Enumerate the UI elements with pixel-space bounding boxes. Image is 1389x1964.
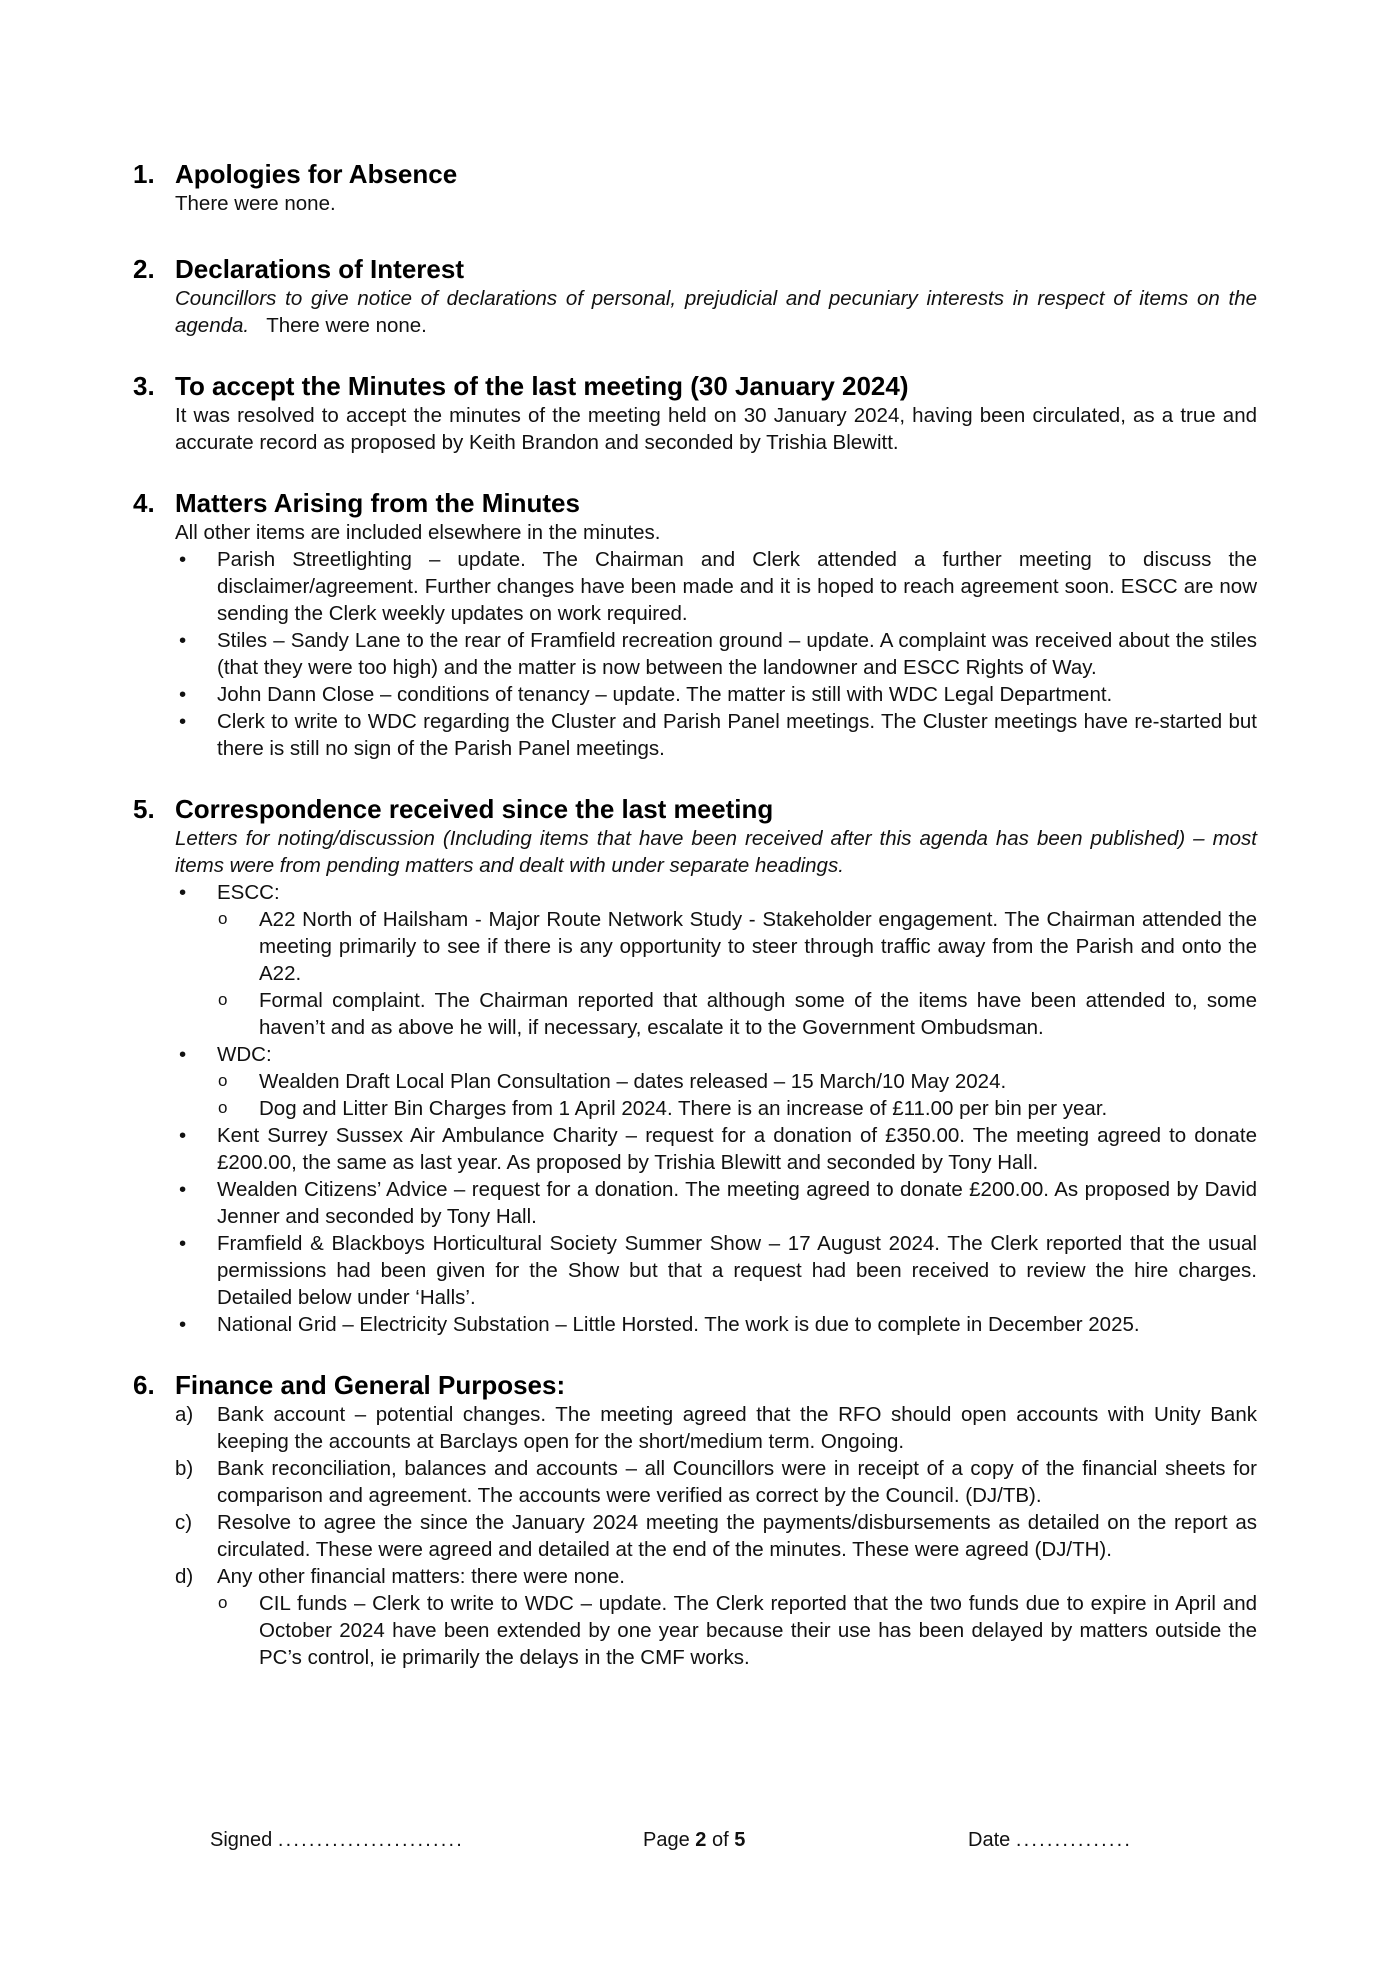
section-body [175,402,1257,456]
section-title: Declarations of Interest [175,254,464,284]
section-correspondence [133,793,1257,1338]
bullet-icon: • [179,881,187,904]
item-label: c) [175,1511,193,1534]
section-body [175,190,1257,217]
section-heading [133,487,1257,519]
list-item [175,627,1257,681]
circle-bullet-icon: o [218,1098,228,1117]
sub-list [175,906,1257,1041]
circle-bullet-icon: o [218,990,228,1009]
minutes-content [133,158,1257,1671]
page-prefix: Page [643,1829,690,1851]
item-label: b) [175,1457,194,1480]
sub-list-item [175,1068,1257,1095]
correspondence-list [175,879,1257,1338]
section-accept-minutes [133,370,1257,456]
sub-list-item-text: Formal complaint. The Chairman reported that although some of the items have been attended to, some haven’t and as above he will, if necessary, escalate it to the Government Ombudsman. [259,989,1257,1039]
section-heading [133,158,1257,190]
section-title: Apologies for Absence [175,159,458,189]
section-body [175,1401,1257,1671]
list-item [175,879,1257,1041]
sub-list-item [175,1095,1257,1122]
item-label: a) [175,1403,194,1426]
list-item [175,1176,1257,1230]
bullet-icon: • [179,710,187,733]
date-field [968,1828,1132,1852]
list-item-text: Stiles – Sandy Lane to the rear of Framfield recreation ground – update. A complaint was received about the stiles (that they were too high) and the matter is now between the landowner and ESCC Rights of Way. [217,629,1257,679]
list-item-text: Wealden Citizens’ Advice – request for a donation. The meeting agreed to donate £200.00. As proposed by David Jenner and seconded by Tony Hall. [217,1178,1257,1228]
intro-text: All other items are included elsewhere in the minutes. [175,521,661,544]
section-body [175,825,1257,1338]
list-item-text: John Dann Close – conditions of tenancy – update. The matter is still with WDC Legal Department. [217,683,1113,706]
body-italic-text: Councillors to give notice of declarations of personal, prejudicial and pecuniary interests in respect of items on the agenda. [175,287,1257,337]
bullet-icon: • [179,629,187,652]
section-body [175,519,1257,762]
section-number: 4. [133,488,155,518]
bullet-icon: • [179,1043,187,1066]
section-body [175,285,1257,339]
bullet-icon: • [179,1313,187,1336]
list-item-text: ESCC: [217,881,280,904]
list-item-text: Bank account – potential changes. The meeting agreed that the RFO should open accounts with Unity Bank keeping the accounts at Barclays open for the short/medium term. Ongoing. [217,1403,1257,1453]
list-item-text: National Grid – Electricity Substation – Little Horsted. The work is due to complete in December 2025. [217,1313,1140,1336]
section-number: 5. [133,794,155,824]
sub-list-item-text: Dog and Litter Bin Charges from 1 April 2024. There is an increase of £11.00 per bin per year. [259,1097,1108,1120]
section-number: 2. [133,254,155,284]
list-item [175,1311,1257,1338]
list-item [175,546,1257,627]
signed-label: Signed [210,1829,273,1851]
list-item-text: Framfield & Blackboys Horticultural Society Summer Show – 17 August 2024. The Clerk reported that the usual permissions had been given for the Show but that a request had been received to review the hire charges. Detailed below under ‘Halls’. [217,1232,1257,1309]
list-item-text: Kent Surrey Sussex Air Ambulance Charity – request for a donation of £350.00. The meeting agreed to donate £200.00, the same as last year. As proposed by Trishia Blewitt and seconded by Tony Hall. [217,1124,1257,1174]
body-text: It was resolved to accept the minutes of the meeting held on 30 January 2024, having been circulated, as a true and accurate record as proposed by Keith Brandon and seconded by Trishia Blewitt. [175,404,1257,454]
sub-list-item [175,987,1257,1041]
date-dots: ............... [1015,1829,1133,1851]
list-item-text: Resolve to agree the since the January 2024 meeting the payments/disbursements as detailed on the report as circulated. These were agreed and detailed at the end of the minutes. These were agreed (DJ/TH). [217,1511,1257,1561]
list-item-text: Parish Streetlighting – update. The Chairman and Clerk attended a further meeting to discuss the disclaimer/agreement. Further changes have been made and it is hoped to reach agreement soon. ESCC are now sending the Clerk weekly updates on work required. [217,548,1257,625]
list-item [175,1122,1257,1176]
sub-list-item [175,906,1257,987]
bullet-icon: • [179,1178,187,1201]
page-number [643,1828,745,1852]
section-heading [133,370,1257,402]
body-text: There were none. [266,314,427,337]
list-item-text: Any other financial matters: there were none. [217,1565,625,1588]
section-number: 3. [133,371,155,401]
sub-list-item [175,1590,1257,1671]
list-item [175,1563,1257,1671]
section-finance [133,1369,1257,1671]
matters-list [175,546,1257,762]
circle-bullet-icon: o [218,909,228,928]
sub-list [175,1590,1257,1671]
sub-list-item-text: A22 North of Hailsham - Major Route Network Study - Stakeholder engagement. The Chairman attended the meeting primarily to see if there is any opportunity to steer through traffic away from the Parish and onto the A22. [259,908,1257,985]
section-title: To accept the Minutes of the last meeting (30 January 2024) [175,371,909,401]
circle-bullet-icon: o [218,1071,228,1090]
page-total: 5 [734,1829,746,1851]
finance-list [175,1401,1257,1671]
section-heading [133,253,1257,285]
section-declarations [133,253,1257,339]
section-title: Finance and General Purposes: [175,1370,566,1400]
signed-field [210,1828,464,1852]
list-item [175,1455,1257,1509]
bullet-icon: • [179,683,187,706]
list-item [175,1230,1257,1311]
intro-italic-text: Letters for noting/discussion (Including items that have been received after this agenda has been published) – most items were from pending matters and dealt with under separate headings. [175,827,1257,877]
page-current: 2 [695,1829,707,1851]
list-item-text: WDC: [217,1043,272,1066]
section-heading [133,793,1257,825]
section-number: 6. [133,1370,155,1400]
section-title: Matters Arising from the Minutes [175,488,580,518]
sub-list-item-text: Wealden Draft Local Plan Consultation – dates released – 15 March/10 May 2024. [259,1070,1007,1093]
list-item-text: Clerk to write to WDC regarding the Cluster and Parish Panel meetings. The Cluster meetings have re-started but there is still no sign of the Parish Panel meetings. [217,710,1257,760]
body-text: There were none. [175,192,336,215]
section-apologies [133,158,1257,217]
list-item [175,681,1257,708]
item-label: d) [175,1565,194,1588]
bullet-icon: • [179,1232,187,1255]
bullet-icon: • [179,1124,187,1147]
list-item [175,1401,1257,1455]
bullet-icon: • [179,548,187,571]
section-matters-arising [133,487,1257,762]
list-item [175,1509,1257,1563]
list-item [175,708,1257,762]
list-item [175,1041,1257,1122]
date-label: Date [968,1829,1011,1851]
list-item-text: Bank reconciliation, balances and accounts – all Councillors were in receipt of a copy of the financial sheets for comparison and agreement. The accounts were verified as correct by the Council. (DJ/TB). [217,1457,1257,1507]
sub-list [175,1068,1257,1122]
signed-dots: ........................ [277,1829,465,1851]
section-heading [133,1369,1257,1401]
section-number: 1. [133,159,155,189]
page-of: of [711,1829,729,1851]
section-title: Correspondence received since the last meeting [175,794,774,824]
circle-bullet-icon: o [218,1593,228,1612]
sub-list-item-text: CIL funds – Clerk to write to WDC – update. The Clerk reported that the two funds due to expire in April and October 2024 have been extended by one year because their use has been delayed by matters outside the PC’s control, ie primarily the delays in the CMF works. [259,1592,1257,1669]
